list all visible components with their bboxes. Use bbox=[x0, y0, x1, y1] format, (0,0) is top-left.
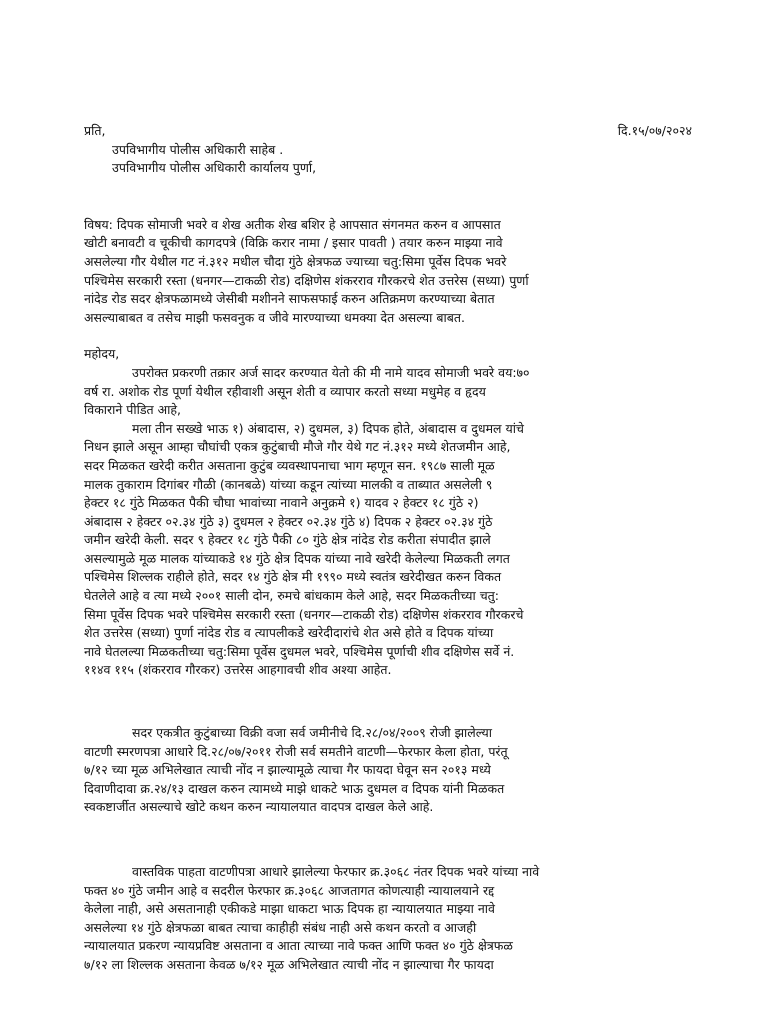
paragraph-2 bbox=[84, 420, 692, 680]
paragraph-line: शेत उत्तरेस (सध्या) पुर्णा नांदेड रोड व त्यापलीकडे खरेदीदारांचे शेत असे होते व दिपक यांच्या bbox=[84, 625, 494, 641]
addressee-line: उपविभागीय पोलीस अधिकारी कार्यालय पुर्णा, bbox=[112, 160, 317, 176]
subject-line: विषय: दिपक सोमाजी भवरे व शेख अतीक शेख बशिर हे आपसात संगनमत करुन व आपसात bbox=[84, 216, 501, 232]
paragraph-line: असलेल्या १४ गुंठे क्षेत्रफळा बाबत त्याचा काहीही संबंध नाही असे कथन करतो व आजही bbox=[84, 919, 477, 935]
letter-header bbox=[84, 122, 692, 141]
subject-line: असलेल्या गौर येथील गट नं.३१२ मधील चौदा गुंठे क्षेत्रफळ ज्याच्या चतु:सिमा पूर्वेस दिपक भवरे bbox=[84, 253, 507, 269]
paragraph-line: फक्त ४० गुंठे जमीन आहे व सदरील फेरफार क्र.३०६८ आजतागत कोणत्याही न्यायालयाने रद्द bbox=[84, 882, 495, 898]
paragraph-line: दिवाणीदावा क्र.२४/१३ दाखल करुन त्यामध्ये माझे धाकटे भाऊ दुधमल व दिपक यांनी मिळकत bbox=[84, 780, 505, 796]
paragraph-line: निधन झाले असून आम्हा चौघांची एकत्र कुटुंबाची मौजे गौर येथे गट नं.३१२ मध्ये शेतजमीन आहे, bbox=[84, 439, 511, 455]
paragraph-line: ११४व ११५ (शंकरराव गौरकर) उत्तरेस आहगावची शीव अश्या आहेत. bbox=[84, 662, 392, 678]
letter-date: दि.१५/०७/२०२४ bbox=[617, 123, 692, 138]
paragraph-line: सिमा पूर्वेस दिपक भवरे पश्चिमेस सरकारी रस्ता (धनगर—टाकळी रोड) दक्षिणेस शंकरराव गौरकरचे bbox=[84, 606, 524, 622]
subject-line: असल्याबाबत व तसेच माझी फसवनुक व जीवे मारण्याच्या धमक्या देत असल्या बाबत. bbox=[84, 309, 465, 325]
paragraph-line: वास्तविक पाहता वाटणीपत्रा आधारे झालेल्या फेरफार क्र.३०६८ नंतर दिपक भवरे यांच्या नावे bbox=[132, 864, 540, 879]
paragraph-line: नावे घेतलल्या मिळकतीच्या चतु:सिमा पूर्वेस दुधमल भवरे, पश्चिमेस पूर्णाची शीव दक्षिणेस सर्वे नं. bbox=[84, 643, 515, 659]
recipient-prefix: प्रति, bbox=[84, 123, 106, 138]
paragraph-line: मला तीन सख्खे भाऊ १) अंबादास, २) दुधमल, ३) दिपक होते, अंबादास व दुधमल यांचे bbox=[132, 420, 524, 436]
paragraph-line: न्यायालयात प्रकरण न्यायप्रविष्ट असताना व आता त्याच्या नावे फक्त आणि फक्त ४० गुंठे क्षेत्रफळ bbox=[84, 938, 513, 954]
paragraph-line: ७/१२ ला शिल्लक असताना केवळ ७/१२ मूळ अभिलेखात त्याची नोंद न झाल्याचा गैर फायदा bbox=[84, 956, 494, 972]
paragraph-line: मालक तुकाराम दिगांबर गौळी (कानबळे) यांच्या कडून त्यांच्या मालकी व ताब्यात असलेली ९ bbox=[84, 476, 493, 492]
paragraph-line: वाटणी स्मरणपत्रा आधारे दि.२८/०७/२०११ रोजी सर्व समतीने वाटणी—फेरफार केला होता, परंतू bbox=[84, 743, 508, 759]
paragraph-line: अंबादास २ हेक्टर ०२.३४ गुंठे ३) दुधमल २ हेक्टर ०२.३४ गुंठे ४) दिपक २ हेक्टर ०२.३४ गुंठे bbox=[84, 513, 493, 529]
subject-line: पश्चिमेस सरकारी रस्ता (धनगर—टाकळी रोड) दक्षिणेस शंकरराव गौरकरचे शेत उत्तरेस (सध्या) पुर्णा bbox=[84, 272, 529, 288]
paragraph-line: ७/१२ च्या मूळ अभिलेखात त्याची नोंद न झाल्यामूळे त्याचा गैर फायदा घेवून सन २०१३ मध्ये bbox=[84, 762, 491, 778]
salutation: महोदय, bbox=[84, 346, 120, 362]
paragraph-line: हेक्टर १८ गुंठे मिळकत पैकी चौघा भावांच्या नावाने अनुक्रमे १) यादव २ हेक्टर १८ गुंठे २) bbox=[84, 495, 479, 511]
paragraph-line: पश्चिमेस शिल्लक राहीले होते, सदर १४ गुंठे क्षेत्र मी १९९० मध्ये स्वतंत्र खरेदीखत करुन विकत bbox=[84, 569, 502, 585]
paragraph-line: स्वकष्टार्जीत असल्याचे खोटे कथन करुन न्यायालयात वादपत्र दाखल केले आहे. bbox=[84, 799, 434, 815]
paragraph-line: सदर मिळकत खरेदी करीत असताना कुटुंब व्यवस्थापनाचा भाग म्हणून सन. १९८७ साली मूळ bbox=[84, 457, 495, 473]
paragraph-1 bbox=[84, 364, 692, 420]
paragraph-line: असल्यामुळे मूळ मालक यांच्याकडे १४ गुंठे क्षेत्र दिपक यांच्या नावे खरेदी केलेल्या मिळकती लगत bbox=[84, 550, 510, 566]
subject-line: खोटी बनावटी व चूकीची कागदपत्रे (विक्रि करार नामा / इसार पावती ) तयार करुन माझ्या नावे bbox=[84, 235, 503, 251]
paragraph-line: सदर एकत्रीत कुटुंबाच्या विक्री वजा सर्व जमीनीचे दि.२८/०४/२००९ रोजी झालेल्या bbox=[132, 725, 492, 741]
paragraph-4 bbox=[84, 863, 692, 975]
subject-line: नांदेड रोड सदर क्षेत्रफळामध्ये जेसीबी मशीनने साफसफाई करुन अतिक्रमण करण्याच्या बेतात bbox=[84, 291, 495, 307]
subject-block bbox=[84, 216, 692, 328]
paragraph-line: विकाराने पीडित आहे, bbox=[84, 402, 182, 418]
addressee-line: उपविभागीय पोलीस अधिकारी साहेब . bbox=[112, 141, 284, 157]
paragraph-3 bbox=[84, 724, 692, 817]
paragraph-line: वर्ष रा. अशोक रोड पूर्णा येथील रहीवाशी असून शेती व व्यापार करतो सध्या मधुमेह व हृदय bbox=[84, 383, 486, 399]
paragraph-line: उपरोक्त प्रकरणी तक्रार अर्ज सादर करण्यात येतो की मी नामे यादव सोमाजी भवरे वय:७० bbox=[132, 364, 530, 380]
paragraph-line: घेतलेले आहे व त्या मध्ये २००१ साली दोन, रुमचे बांधकाम केले आहे, सदर मिळकतीच्या चतु: bbox=[84, 588, 499, 604]
paragraph-line: केलेला नाही, असे असतानाही एकीकडे माझा धाकटा भाऊ दिपक हा न्यायालयात माझ्या नावे bbox=[84, 901, 495, 917]
paragraph-line: जमीन खरेदी केली. सदर ९ हेक्टर १८ गुंठे पैकी ८० गुंठे क्षेत्र नांदेड रोड करीता संपादीत झाले bbox=[84, 532, 491, 548]
